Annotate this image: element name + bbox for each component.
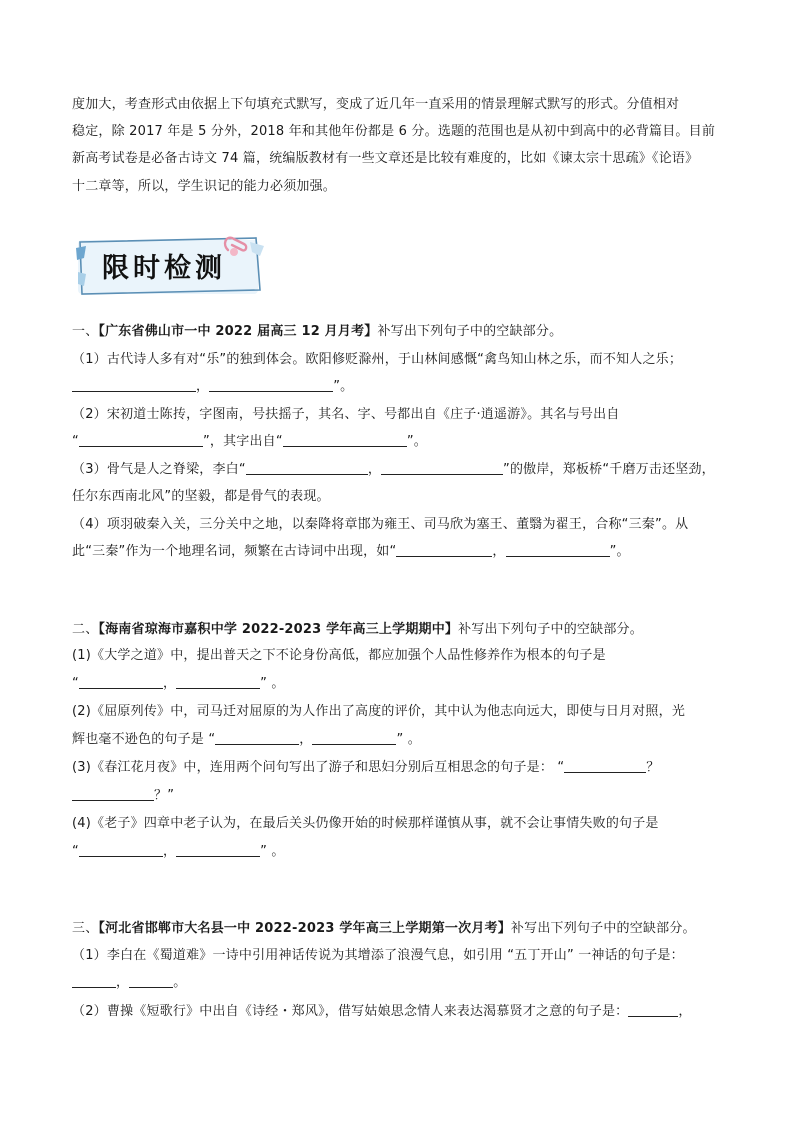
q2-p2-line-2: 辉也毫不逊色的句子是 “ ， ” 。 (72, 732, 421, 747)
answer-blank[interactable] (215, 731, 299, 745)
q1-p4-line-1: （4）项羽破秦入关，三分关中之地，以秦降将章邯为雍王、司马欣为塞王、董翳为翟王，合称“三秦”。从 (72, 517, 689, 532)
answer-blank[interactable] (72, 974, 116, 988)
q3-title (72, 920, 754, 938)
q2-p1-line-1: (1)《大学之道》中，提出普天之下不论身份高低，都应加强个人品性修养作为根本的句子是 (72, 648, 606, 663)
q1-p3-line-1: （3）骨气是人之脊梁，李白“ ， ”的傲岸，郑板桥“千磨万击还坚劲， (72, 462, 715, 477)
q2-p3-line-2: ？” (72, 787, 754, 805)
answer-blank[interactable] (628, 1003, 678, 1017)
answer-blank[interactable] (209, 378, 333, 392)
q2-source: 【海南省琼海市嘉积中学 2022-2023 学年高三上学期期中】 (98, 622, 459, 637)
answer-blank[interactable] (176, 675, 260, 689)
answer-blank[interactable] (79, 433, 203, 447)
q3-source: 【河北省邯郸市大名县一中 2022-2023 学年高三上学期第一次月考】 (98, 921, 511, 936)
answer-blank[interactable] (312, 731, 396, 745)
q1-title (72, 323, 754, 341)
q3-instruction: 补写出下列句子中的空缺部分。 (510, 921, 696, 936)
answer-blank[interactable] (72, 378, 196, 392)
answer-blank[interactable] (129, 974, 173, 988)
answer-blank[interactable] (564, 759, 646, 773)
intro-line-1: 度加大，考查形式由依据上下句填充式默写，变成了近几年一直采用的情景理解式默写的形式。分值相对 (72, 97, 680, 112)
answer-blank[interactable] (506, 543, 610, 557)
q1-instruction: 补写出下列句子中的空缺部分。 (377, 324, 563, 339)
answer-blank[interactable] (79, 675, 163, 689)
answer-blank[interactable] (79, 843, 163, 857)
q1-p1-line-1: （1）古代诗人多有对“乐”的独到体会。欧阳修贬滁州，于山林间感慨“禽鸟知山林之乐，而不知人之乐； (72, 352, 683, 367)
q1-source: 【广东省佛山市一中 2022 届高三 12 月月考】 (98, 324, 378, 339)
banner-title: 限时检测 (102, 253, 226, 284)
answer-blank[interactable] (396, 543, 492, 557)
q2-p3-line-1: (3)《春江花月夜》中，连用两个问句写出了游子和思妇分别后互相思念的句子是： “ ？ (72, 760, 660, 775)
q2-number: 二、 (72, 622, 99, 637)
q1-p2-line-1: （2）宋初道士陈抟，字图南，号扶摇子，其名、字、号都出自《庄子·逍遥游》。其名与号出自 (72, 407, 620, 422)
answer-blank[interactable] (176, 843, 260, 857)
q2-p4-line-1: (4)《老子》四章中老子认为，在最后关头仍像开始的时候那样谨慎从事，就不会让事情失败的句子是 (72, 816, 659, 831)
q1-p1-line-2: ， ”。 (72, 378, 754, 396)
answer-blank[interactable] (381, 461, 503, 475)
intro-line-3: 新高考试卷是必备古诗文 74 篇，统编版教材有一些文章还是比较有难度的，比如《谏太宗十思疏》《论语》 (72, 151, 699, 166)
q2-p1-line-2: “ ， ” 。 (72, 676, 285, 691)
section-banner (74, 232, 266, 300)
answer-blank[interactable] (246, 461, 368, 475)
q2-instruction: 补写出下列句子中的空缺部分。 (458, 622, 643, 637)
q2-p4-line-2: “ ， ” 。 (72, 844, 285, 859)
q1-p3-line-2: 任尔东西南北风”的坚毅，都是骨气的表现。 (72, 489, 330, 504)
intro-line-2: 稳定，除 2017 年是 5 分外，2018 年和其他年份都是 6 分。选题的范围也是从初中到高中的必背篇目。目前 (72, 124, 716, 139)
answer-blank[interactable] (283, 433, 407, 447)
q1-p2-line-2: “ ”，其字出自“ ”。 (72, 434, 427, 449)
q3-p1-line-2: ， 。 (72, 974, 754, 992)
q3-p2-line-1: （2）曹操《短歌行》中出自《诗经・郑风》，借写姑娘思念情人来表达渴慕贤才之意的句子是： ， (72, 1004, 692, 1019)
q3-p1-line-1: （1）李白在《蜀道难》一诗中引用神话传说为其增添了浪漫气息，如引用 “五丁开山” 一神话的句子是： (72, 948, 684, 963)
q3-number: 三、 (72, 921, 99, 936)
q2-title (72, 621, 754, 639)
q1-number: 一、 (72, 324, 99, 339)
q2-p2-line-1: (2)《屈原列传》中，司马迁对屈原的为人作出了高度的评价，其中认为他志向远大，即使与日月对照，光 (72, 704, 686, 719)
intro-line-4: 十二章等，所以，学生识记的能力必须加强。 (72, 179, 337, 194)
answer-blank[interactable] (72, 787, 154, 801)
q1-p4-line-2: 此“三秦”作为一个地理名词，频繁在古诗词中出现，如“ ， ”。 (72, 544, 630, 559)
